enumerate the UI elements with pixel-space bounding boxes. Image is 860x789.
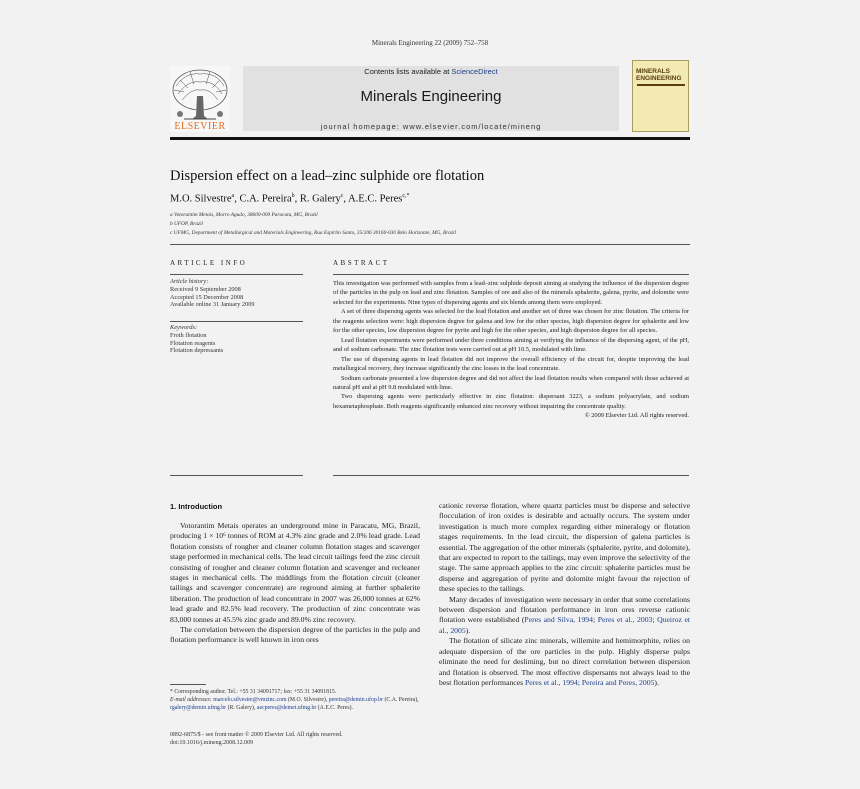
citation-link[interactable]: Pereira and Peres, 2005 bbox=[581, 677, 655, 687]
doi[interactable]: doi:10.1016/j.mineng.2008.12.009 bbox=[170, 740, 254, 747]
abstract-paragraph: Two dispersing agents were particularly effective in zinc flotation: dispersant 3223, a sodium polyacrylate, and sodium hexametaphosphate. Both reagents significantly enhanced zinc recovery without impairing the concentrate quality. bbox=[333, 393, 689, 410]
keyword: Froth flotation bbox=[170, 331, 207, 339]
paragraph-text: The flotation of silicate zinc minerals, willemite and hemimorphite, relies on adequate dispersion of the ore particles in the pulp. Highly disperse pulps eliminate the need for desliming, but no direct correlation between dispersion and flotation is observed. The most effective dispersants not always lead to the best flotation performances bbox=[439, 636, 690, 687]
intro-right-column bbox=[439, 501, 690, 688]
paragraph-text: Many decades of investigation were necessary in order that some correlations between dispersion and flotation performance in iron ores reverse cationic flotation were established ( bbox=[439, 594, 690, 625]
cover-title-line-2: ENGINEERING bbox=[636, 75, 682, 82]
intro-paragraph: Many decades of investigation were necessary in order that some correlations between dispersion and flotation performance in iron ores reverse cationic flotation were established (Peres and Silva, 1994; Peres et al., 2003; Queiroz et al., 2005). bbox=[439, 594, 691, 635]
author-name: M.O. Silvestre bbox=[170, 193, 232, 205]
journal-title: Minerals Engineering bbox=[360, 88, 502, 105]
email-owner: (R. Galery), bbox=[227, 705, 256, 712]
sciencedirect-link[interactable]: ScienceDirect bbox=[451, 67, 498, 76]
email-link[interactable]: rgalery@demin.ufmg.br bbox=[170, 705, 227, 712]
affiliation-b: b UFOP, Brazil bbox=[170, 221, 204, 227]
cover-title bbox=[636, 68, 686, 82]
author-sup: b bbox=[291, 193, 295, 199]
running-head: Minerals Engineering 22 (2009) 752–758 bbox=[371, 39, 489, 47]
author-name: R. Galery bbox=[299, 193, 341, 205]
citation-link[interactable]: Queiroz et al., 2005 bbox=[439, 615, 691, 635]
keywords bbox=[170, 324, 223, 355]
article-info-heading: ARTICLE INFO bbox=[170, 259, 248, 267]
intro-heading: 1. Introduction bbox=[170, 502, 223, 511]
email-owner: (C.A. Pereira), bbox=[384, 697, 419, 704]
intro-paragraph: The correlation between the dispersion degree of the particles in the pulp and flotation performance is well known in iron ores bbox=[170, 625, 420, 645]
email-addresses bbox=[170, 696, 420, 712]
abstract-heading: ABSTRACT bbox=[333, 259, 390, 267]
keywords-rule bbox=[170, 321, 303, 322]
abstract-paragraph: This investigation was performed with samples from a lead–zinc sulphide deposit aiming at studying the influence of the dispersion degree of the particles in the pulp on lead and zinc flotation. Samples of ore and also of the minerals sphalerite, galena, pyrite, and dolomite were selected for the experiments. Nine types of dispersing agents and six blends among them were employed. bbox=[333, 280, 689, 306]
author-sup: c,* bbox=[402, 193, 410, 199]
paragraph-end: ). bbox=[654, 677, 659, 687]
paragraph-end: ). bbox=[465, 625, 471, 635]
history-label: Article history: bbox=[170, 278, 209, 285]
abstract-paragraph: The use of dispersing agents in lead flotation did not improve the overall efficiency of the circuit for, despite improving the lead metallurgical recovery, they increase significantly the zinc losses in the lead concentrate. bbox=[333, 355, 689, 373]
citation-link[interactable]: Peres et al., 1994 bbox=[525, 677, 578, 687]
email-owner: (M.O. Silvestre), bbox=[287, 697, 328, 704]
abstract-body bbox=[333, 279, 689, 421]
abstract-rule bbox=[333, 274, 689, 275]
abstract-paragraph: Lead flotation experiments were performed under three conditions aiming at verifying the influence of the dispersing agent, of the pH, and of sodium carbonate. The zinc flotation tests were carried out at pH 10.5, modulated with lime. bbox=[333, 336, 689, 354]
front-matter-line: 0892-6875/$ - see front matter © 2009 Elsevier Ltd. All rights reserved. bbox=[170, 732, 343, 738]
publisher-name: ELSEVIER bbox=[174, 121, 226, 132]
cover-bar bbox=[637, 84, 685, 86]
corresponding-author: * Corresponding author. Tel.: +55 31 34091717; fax: +55 31 34091815. bbox=[170, 689, 337, 695]
affiliation-rule bbox=[170, 244, 690, 245]
author-list: M.O. Silvestre$^a$, C.A. Pereira$^b$, R. Galery$^c$, A.E.C. Peres$^{c,*}$ bbox=[170, 193, 410, 205]
email-label: E-mail addresses: bbox=[170, 697, 212, 704]
keywords-label: Keywords: bbox=[170, 324, 198, 331]
author-sup: c bbox=[340, 193, 344, 199]
intro-left-column bbox=[170, 521, 420, 646]
email-link[interactable]: pereira@demin.ufop.br bbox=[328, 697, 384, 704]
citation-link[interactable]: Peres et al., 2003 bbox=[597, 615, 653, 625]
article-history bbox=[170, 278, 255, 309]
history-online: Available online 31 January 2009 bbox=[170, 301, 255, 309]
info-rule bbox=[170, 274, 303, 275]
cover-title-line-1: MINERALS bbox=[636, 68, 670, 75]
footnote bbox=[170, 688, 420, 713]
affiliation-c: c UFMG, Department of Metallurgical and Materials Engineering, Rua Espírito Santo, 35/206 30160-030 Belo Horizonte, MG, Brazil bbox=[170, 230, 456, 236]
intro-paragraph: cationic reverse flotation, where quartz particles must be disperse and selective flocculation of iron oxides is desirable and actually occurs. The system under investigation is much more complex regarding either mineralogy or flotation stages requirements. In the lead circuit, the dispersion of galena particles is essential. The aggregation of the other minerals (sphalerite, pyrite, and dolomite), that are expected to report to the tailings, may even improve the selectivity of the stage. The same approach applies to the zinc circuit: sphalerite particles must be disperse and aggregation of pyrite and dolomite might favour the rejection of these species to the tailings. bbox=[439, 501, 690, 594]
front-matter bbox=[170, 731, 343, 748]
abstract-bottom-rule bbox=[333, 475, 689, 476]
contents-line bbox=[243, 67, 619, 76]
history-received: Received 9 September 2008 bbox=[170, 285, 241, 293]
intro-paragraph: The flotation of silicate zinc minerals, willemite and hemimorphite, relies on adequate dispersion of the ore particles in the pulp. Highly disperse pulps eliminate the need for desliming, but no direct correlation between dispersion and flotation is observed. The most effective dispersants not always lead to the best flotation performances Peres et al., 1994; Pereira and Peres, 2005). bbox=[439, 636, 690, 687]
email-link[interactable]: aecperes@demet.ufmg.br bbox=[256, 705, 317, 712]
email-owner: (A.E.C. Peres). bbox=[317, 705, 354, 712]
info-bottom-rule bbox=[170, 475, 303, 476]
author-name: A.E.C. Peres bbox=[348, 193, 403, 205]
affiliation-a: a Votorantim Metais, Morro Agudo, 38600-000 Paracatu, MG, Brazil bbox=[170, 212, 318, 218]
article-title: Dispersion effect on a lead–zinc sulphide ore flotation bbox=[170, 168, 485, 184]
intro-paragraph: Votorantim Metais operates an underground mine in Paracatu, MG, Brazil, producing 1 × 10⁶ tonnes of ROM at 4.3% zinc grade and 2.0% lead grade. Lead flotation consists of rougher and cleaner column flotation stages and scavenger stage performed in mechanical cells. The lead circuit tailings feed the zinc circuit consisting of rougher and cleaner column flotation and scavenger and recleaner stages in mechanical cells. The middlings from the flotation circuit (cleaner tailings and scavenger concentrate) are reground aiming at further sphalerite liberation. The production of lead concentrate in 2007 was 26,000 tonnes at 62% lead grade and 82.5% lead recovery. The production of zinc concentrate was 83,000 tonnes at 45.5% zinc grade and 89.0% zinc recovery. bbox=[170, 521, 420, 624]
email-link[interactable]: marcelo.silvestre@vmzinc.com bbox=[213, 697, 287, 704]
footnote-rule bbox=[170, 684, 206, 685]
abstract-paragraph: A set of three dispersing agents was selected for the lead flotation and another set of three was chosen for zinc flotation. The criteria for the reagents selection were: high dispersion degree for galena and low for the other species, high dispersion degree for sphalerite and low for the other species, low dispersion degree for pyrite and high for the other species, and high dispersion degree for all species. bbox=[333, 308, 689, 335]
author-name: C.A. Pereira bbox=[239, 193, 292, 205]
citation-link[interactable]: Peres and Silva, 1994 bbox=[524, 615, 593, 625]
header-rule bbox=[170, 137, 690, 140]
keyword: Flotation reagents bbox=[170, 339, 216, 347]
journal-homepage[interactable]: journal homepage: www.elsevier.com/locate/mineng bbox=[320, 122, 542, 131]
contents-prefix: Contents lists available at bbox=[364, 67, 452, 76]
copyright: © 2009 Elsevier Ltd. All rights reserved. bbox=[584, 412, 689, 420]
history-accepted: Accepted 15 December 2008 bbox=[170, 293, 244, 301]
abstract-paragraph: Sodium carbonate presented a low dispersion degree and did not affect the lead flotation results when compared with those achieved at natural pH and at pH 9.8 modulated with lime. bbox=[333, 374, 689, 391]
author-sup: a bbox=[231, 193, 235, 199]
keyword: Flotation depressants bbox=[170, 347, 224, 355]
